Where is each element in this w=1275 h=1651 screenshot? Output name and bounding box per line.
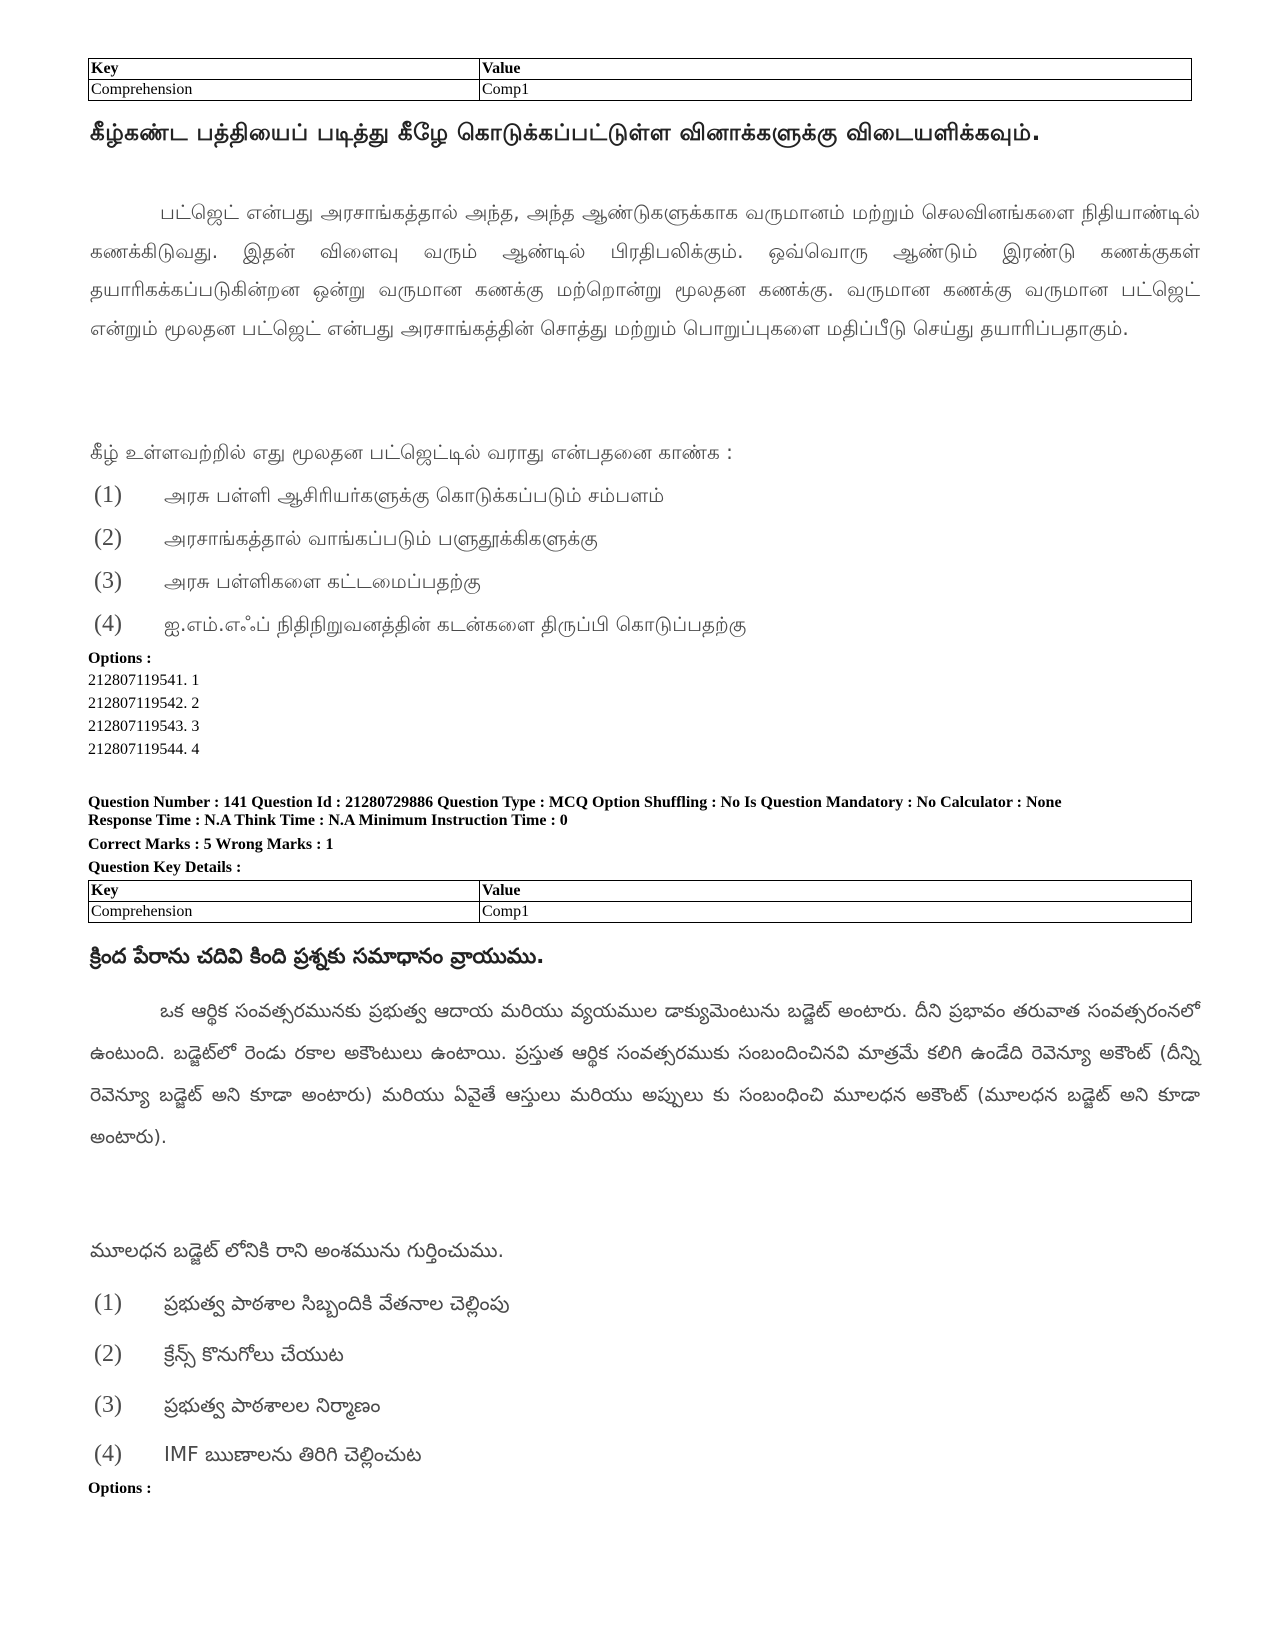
tamil-choice-3: (3) அரசு பள்ளிகளை கட்டமைப்பதற்கு: [94, 568, 481, 594]
key-header: Key: [89, 59, 480, 80]
table-header-row: [89, 59, 1192, 80]
tamil-question-prompt: கீழ் உள்ளவற்றில் எது மூலதன பட்ஜெட்டில் வராது என்பதனை காண்க :: [90, 440, 733, 464]
key-details-label: Question Key Details :: [88, 859, 242, 876]
option-item: 212807119542. 2: [88, 695, 200, 712]
table-row: [89, 80, 1192, 101]
telugu-choice-1: (1) ప్రభుత్వ పాఠశాల సిబ్బందికి వేతనాల చెల్లింపు: [94, 1290, 510, 1316]
telugu-passage: ఒక ఆర్థిక సంవత్సరమునకు ప్రభుత్వ ఆదాయ మరియు వ్యయముల డాక్యుమెంటును బడ్జెట్ అంటారు. దీని ప్రభావం తరువాత సంవత్సరంనలో ఉంటుంది. బడ్జెట్‌లో రెండు రకాల అకౌంటులు ఉంటాయి. ప్రస్తుత ఆర్థిక సంవత్సరముకు సంబందించినవి మాత్రమే కలిగి ఉండేది రెవెన్యూ అకౌంట్ (దీన్ని రెవెన్యూ బడ్జెట్ అని కూడా అంటారు) మరియు ఏవైతే ఆస్తులు మరియు అప్పులు కు సంబంధించి మూలధన అకౌంట్ (మూలధన బడ్జెట్ అని కూడా అంటారు).: [90, 1000, 1200, 1148]
option-item: 212807119544. 4: [88, 741, 200, 758]
option-item: 212807119541. 1: [88, 672, 200, 689]
tamil-passage: பட்ஜெட் என்பது அரசாங்கத்தால் அந்த, அந்த ஆண்டுகளுக்காக வருமானம் மற்றும் செலவினங்களை நிதியாண்டில் கணக்கிடுவது. இதன் விளைவு வரும் ஆண்டில் பிரதிபலிக்கும். ஒவ்வொரு ஆண்டும் இரண்டு கணக்குகள் தயாரிகக்கப்படுகின்றன ஒன்று வருமான கணக்கு மற்றொன்று மூலதன கணக்கு. வருமான கணக்கு வருமான பட்ஜெட் என்றும் மூலதன பட்ஜெட் என்பது அரசாங்கத்தின் சொத்து மற்றும் பொறுப்புகளை மதிப்பீடு செய்து தயாரிப்பதாகும்.: [90, 200, 1200, 340]
value-cell: Comp1: [480, 80, 1192, 101]
value-header: Value: [480, 59, 1192, 80]
table-row: [89, 902, 1192, 923]
marks-line: Correct Marks : 5 Wrong Marks : 1: [88, 836, 334, 853]
tamil-choice-1: (1) அரசு பள்ளி ஆசிரியர்களுக்கு கொடுக்கப்படும் சம்பளம்: [94, 482, 665, 508]
telugu-question-prompt: మూలధన బడ్జెట్ లోనికి రాని అంశమును గుర్తించుము.: [90, 1238, 504, 1262]
options-label: Options :: [88, 650, 152, 667]
value-header: Value: [480, 881, 1192, 902]
key-value-table: [88, 58, 1192, 101]
value-cell: Comp1: [480, 902, 1192, 923]
key-cell: Comprehension: [89, 80, 480, 101]
option-item: 212807119543. 3: [88, 718, 200, 735]
options-label: Options :: [88, 1480, 152, 1497]
telugu-instruction: క్రింద పేరాను చదివి కింది ప్రశ్నకు సమాధానం వ్రాయుము.: [90, 944, 545, 968]
key-value-table: [88, 880, 1192, 923]
table-header-row: [89, 881, 1192, 902]
telugu-choice-4: (4) IMF ఋణాలను తిరిగి చెల్లించుట: [94, 1441, 422, 1467]
question-meta-line2: Response Time : N.A Think Time : N.A Minimum Instruction Time : 0: [88, 812, 568, 829]
tamil-instruction: கீழ்கண்ட பத்தியைப் படித்து கீழே கொடுக்கப்பட்டுள்ள வினாக்களுக்கு விடையளிக்கவும்.: [90, 120, 1041, 146]
tamil-choice-2: (2) அரசாங்கத்தால் வாங்கப்படும் பளுதூக்கிகளுக்கு: [94, 525, 598, 551]
tamil-choice-4: (4) ஐ.எம்.எஃப் நிதிநிறுவனத்தின் கடன்களை திருப்பி கொடுப்பதற்கு: [94, 611, 747, 637]
key-cell: Comprehension: [89, 902, 480, 923]
telugu-choice-3: (3) ప్రభుత్వ పాఠశాలల నిర్మాణం: [94, 1392, 381, 1418]
key-header: Key: [89, 881, 480, 902]
telugu-choice-2: (2) క్రేన్స్ కొనుగోలు చేయుట: [94, 1341, 344, 1367]
question-meta-line1: Question Number : 141 Question Id : 21280729886 Question Type : MCQ Option Shuffling : No Is Question Mandatory : No Calculator : None: [88, 794, 1062, 811]
